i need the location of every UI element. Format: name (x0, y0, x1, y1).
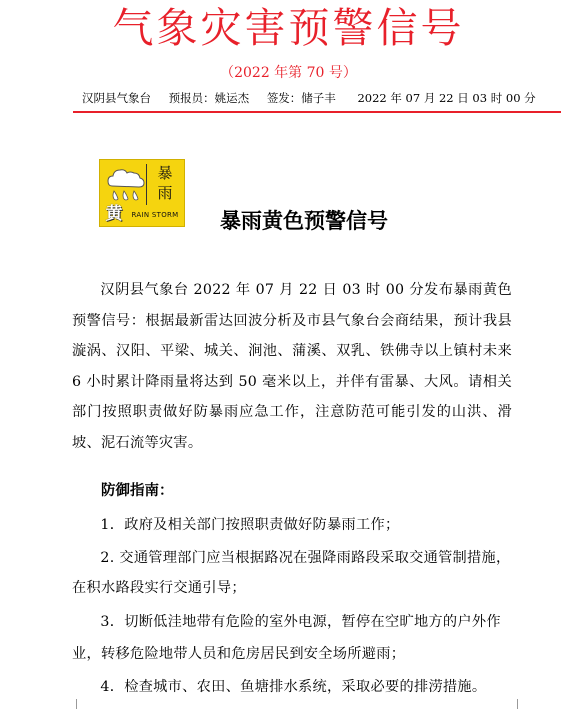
rainstorm-yellow-warning-icon (99, 159, 185, 227)
issue-time: 2022 年 07 月 22 日 03 时 00 分 (357, 91, 536, 105)
sign-char-bao: 暴 (157, 164, 173, 182)
document-title: 气象灾害预警信号 (112, 4, 465, 52)
forecaster: 预报员：姚运杰 (168, 91, 250, 105)
guide-item-4: 4．检查城市、农田、鱼塘排水系统，采取必要的排涝措施。 (100, 678, 487, 695)
station-name: 汉阴县气象台 (82, 91, 151, 105)
warning-subtitle: 暴雨黄色预警信号 (220, 209, 388, 233)
guide-item-2: 2. 交通管理部门应当根据路况在强降雨路段采取交通管制措施，在积水路段实行交通引导； (72, 549, 511, 596)
sign-divider (146, 164, 147, 205)
rain-cloud-icon (106, 164, 146, 204)
page-margin-marks (76, 699, 518, 709)
warning-body: 汉阴县气象台 2022 年 07 月 22 日 03 时 00 分发布暴雨黄色预警信号：根据最新雷达回波分析及市县气象台会商结果，预计我县漩涡、汉阳、平梁、城关、涧池、蒲溪、双乳、铁佛寺以上镇村未来 6 小时累计降雨量将达到 50 毫米以上，并伴有雷暴、大风。请相关部门按照职责做好防暴雨应急工作，注意防范可能引发的山洪、滑坡、泥石流等灾害。 (72, 282, 512, 451)
sign-char-yu: 雨 (157, 184, 173, 202)
issue-meta (82, 90, 562, 106)
guide-list (72, 510, 512, 704)
header-divider (73, 111, 561, 113)
guide-heading: 防御指南： (101, 483, 174, 499)
sign-english-label: RAIN STORM (131, 211, 179, 219)
guide-item-1: 1．政府及相关部门按照职责做好防暴雨工作； (100, 517, 400, 533)
issue-number: （2022 年第 70 号） (220, 65, 357, 81)
sign-char-huang: 黄 (105, 204, 123, 224)
issuer: 签发：储子丰 (266, 91, 336, 105)
guide-item-3: 3．切断低洼地带有危险的室外电源，暂停在空旷地方的户外作业，转移危险地带人员和危房居民到安全场所避雨； (72, 613, 501, 662)
